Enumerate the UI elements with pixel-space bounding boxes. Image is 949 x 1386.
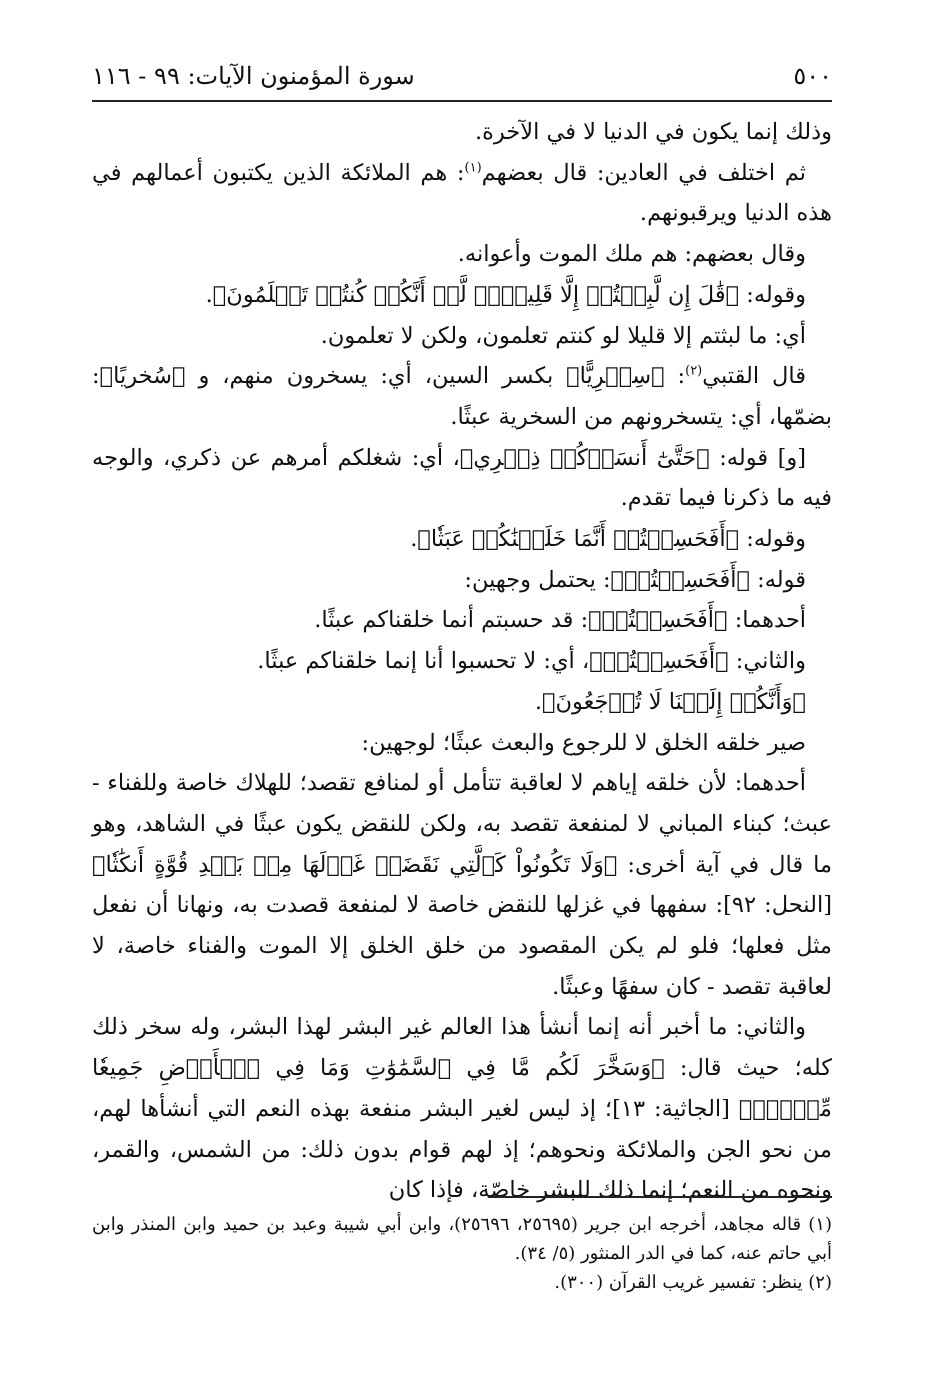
paragraph — [92, 356, 832, 437]
paragraph: ﴿وَأَنَّكُمۡ إِلَيۡنَا لَا تُرۡجَعُونَ﴾. — [534, 688, 806, 715]
main-text — [92, 112, 832, 1211]
paragraph-text: ثم اختلف في العادين: قال بعضهم — [481, 159, 806, 186]
paragraph-text: : هم الملائكة الذين يكتبون أعمالهم في هذه الدنيا ويرقبونهم. — [92, 159, 832, 227]
paragraph: صير خلقه الخلق لا للرجوع والبعث عبثًا؛ لوجهين: — [361, 729, 806, 756]
footnotes — [92, 1210, 832, 1297]
running-title: سورة المؤمنون الآيات: ٩٩ - ١١٦ — [92, 62, 415, 90]
paragraph: أحدهما: ﴿أَفَحَسِبۡتُمۡ﴾: قد حسبتم أنما خلقناكم عبثًا. — [314, 607, 806, 634]
footnote-number: (١) — [808, 1214, 832, 1235]
paragraph-text: : ﴿سِخۡرِيًّا﴾ بكسر السين، أي: يسخرون منهم، و ﴿سُخريًا﴾: بضمّها، أي: يتسخرونهم من السخرية عبثًا. — [92, 363, 832, 430]
paragraph-text: قال القتبي — [702, 363, 806, 390]
footnote — [92, 1210, 832, 1268]
paragraph: [و] قوله: ﴿حَتَّىٰٓ أَنسَوۡكُمۡ ذِكۡرِي﴾، أي: شغلكم أمرهم عن ذكري، والوجه فيه ما ذكرنا فيما تقدم. — [92, 444, 832, 512]
footnote-ref: (١) — [464, 160, 482, 176]
paragraph — [92, 153, 832, 234]
footnote-text: ينظر: تفسير غريب القرآن (٣٠٠). — [554, 1272, 803, 1293]
footnote-text: قاله مجاهد، أخرجه ابن جرير (٢٥٦٩٥، ٢٥٦٩٦)، وابن أبي شيبة وعبد بن حميد وابن المنذر وابن أبي حاتم عنه، كما في الدر المنثور (٥/ ٣٤). — [92, 1214, 832, 1264]
paragraph: أحدهما: لأن خلقه إياهم لا لعاقبة تتأمل أو لمنافع تقصد؛ للهلاك خاصة وللفناء - عبث؛ كبناء المباني لا لمنفعة تقصد به، ولكن للنقض يكون عبثًا في الشاهد، وهو ما قال في آية أخرى: ﴿وَلَا تَكُونُواْ كَٱلَّتِي نَقَضَتۡ غَزۡلَهَا مِنۢ بَعۡدِ قُوَّةٍ أَنكَٰثٗا﴾ [النحل: ٩٢]: سفهها في غزلها للنقض خاصة لا لمنفعة قصدت به، ونهانا أن نفعل مثل فعلها؛ فلو لم يكن المقصود من خلق الخلق إلا الموت والفناء خاصة، لا لعاقبة تقصد - كان سفهًا وعبثًا. — [92, 770, 832, 1000]
footnote — [92, 1268, 832, 1297]
footnote-separator — [488, 1196, 832, 1198]
page-header — [92, 56, 832, 102]
paragraph: وقوله: ﴿قَٰلَ إِن لَّبِثۡتُمۡ إِلَّا قَلِيلٗاۖ لَّوۡ أَنَّكُمۡ كُنتُمۡ تَعۡلَمُونَ﴾. — [205, 281, 806, 308]
page-number: ٥٠٠ — [793, 62, 832, 90]
paragraph: والثاني: ما أخبر أنه إنما أنشأ هذا العالم غير البشر لهذا البشر، وله سخر ذلك كله؛ حيث قال: ﴿وَسَخَّرَ لَكُم مَّا فِي ٱلسَّمَٰوَٰتِ وَمَا فِي ٱلۡأَرۡضِ جَمِيعٗا مِّنۡهُۚ﴾ [الجاثية: ١٣]؛ إذ ليس لغير البشر منفعة بهذه النعم التي أنشأها لهم، من نحو الجن والملائكة ونحوهم؛ إذ لهم قوام بدون ذلك: من الشمس، والقمر، ونحوه من النعم؛ إنما ذلك للبشر خاصّة، فإذا كان — [92, 1014, 832, 1204]
paragraph: وذلك إنما يكون في الدنيا لا في الآخرة. — [474, 119, 832, 145]
paragraph: والثاني: ﴿أَفَحَسِبۡتُمۡ﴾، أي: لا تحسبوا أنا إنما خلقناكم عبثًا. — [257, 648, 806, 675]
footnote-ref: (٢) — [685, 363, 703, 379]
paragraph: وقال بعضهم: هم ملك الموت وأعوانه. — [457, 241, 806, 268]
paragraph: أي: ما لبثتم إلا قليلا لو كنتم تعلمون، ولكن لا تعلمون. — [320, 322, 806, 349]
paragraph: قوله: ﴿أَفَحَسِبۡتُمۡ﴾: يحتمل وجهين: — [464, 566, 806, 593]
footnote-number: (٢) — [808, 1272, 832, 1293]
paragraph: وقوله: ﴿أَفَحَسِبۡتُمۡ أَنَّمَا خَلَقۡنَٰكُمۡ عَبَثٗا﴾. — [410, 526, 806, 553]
